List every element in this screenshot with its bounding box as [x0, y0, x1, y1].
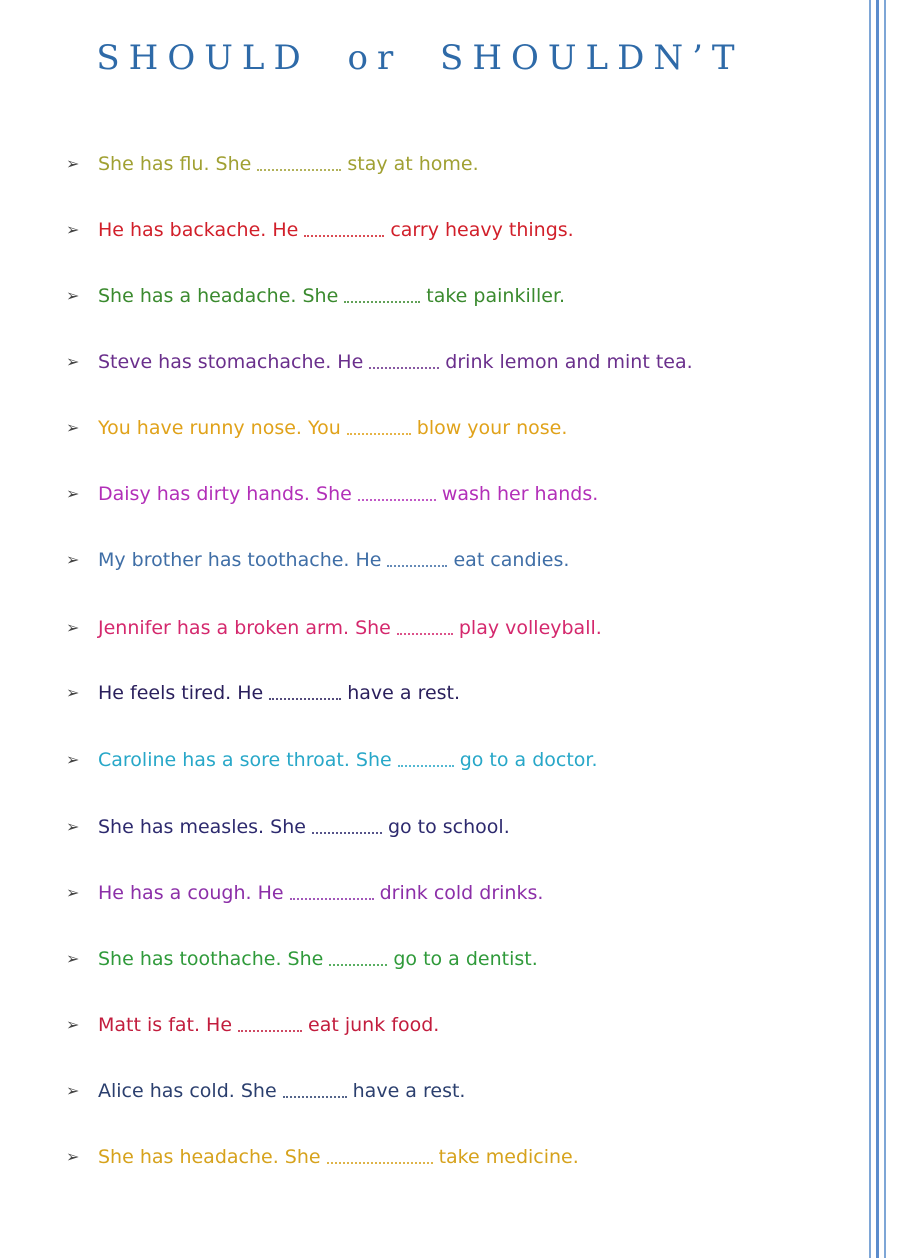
exercise-item [66, 743, 598, 777]
arrow-bullet-icon: ➢ [66, 750, 80, 769]
sentence-start: He has backache. He [98, 219, 299, 241]
sentence-start: He feels tired. He [98, 682, 264, 704]
arrow-bullet-icon: ➢ [66, 883, 80, 902]
answer-blank[interactable] [344, 289, 420, 303]
answer-blank[interactable] [304, 223, 384, 237]
sentence-end: go to a doctor. [459, 749, 598, 771]
sentence-end: drink lemon and mint tea. [445, 351, 693, 373]
sentence-end: have a rest. [352, 1080, 466, 1102]
answer-blank[interactable] [387, 553, 447, 567]
sentence-end: eat junk food. [308, 1014, 440, 1036]
exercise-item [66, 213, 574, 247]
exercise-item [66, 147, 479, 181]
arrow-bullet-icon: ➢ [66, 949, 80, 968]
sentence-start: She has measles. She [98, 816, 306, 838]
sentence-end: play volleyball. [458, 617, 602, 639]
sentence-end: carry heavy things. [390, 219, 574, 241]
arrow-bullet-icon: ➢ [66, 618, 80, 637]
sentence-start: Matt is fat. He [98, 1014, 233, 1036]
exercise-item [66, 876, 543, 910]
sentence-start: You have runny nose. You [98, 417, 341, 439]
sentence-start: Jennifer has a broken arm. She [98, 617, 391, 639]
sentence-start: Caroline has a sore throat. She [98, 749, 392, 771]
sentence-start: Daisy has dirty hands. She [98, 483, 352, 505]
answer-blank[interactable] [283, 1084, 347, 1098]
exercise-item [66, 279, 565, 313]
sentence-end: go to school. [387, 816, 510, 838]
sentence-start: He has a cough. He [98, 882, 284, 904]
answer-blank[interactable] [369, 355, 439, 369]
arrow-bullet-icon: ➢ [66, 484, 80, 503]
exercise-item [66, 543, 569, 577]
answer-blank[interactable] [290, 886, 374, 900]
answer-blank[interactable] [327, 1150, 433, 1164]
page-border-line [884, 0, 886, 1258]
exercise-item [66, 345, 693, 379]
sentence-end: blow your nose. [416, 417, 568, 439]
arrow-bullet-icon: ➢ [66, 154, 80, 173]
exercise-item [66, 611, 602, 645]
answer-blank[interactable] [329, 952, 387, 966]
sentence-start: She has flu. She [98, 153, 252, 175]
arrow-bullet-icon: ➢ [66, 352, 80, 371]
arrow-bullet-icon: ➢ [66, 1147, 80, 1166]
sentence-end: stay at home. [347, 153, 479, 175]
exercise-item [66, 1074, 465, 1108]
answer-blank[interactable] [397, 621, 453, 635]
sentence-start: Alice has cold. She [98, 1080, 277, 1102]
arrow-bullet-icon: ➢ [66, 550, 80, 569]
sentence-start: Steve has stomachache. He [98, 351, 364, 373]
exercise-item [66, 411, 567, 445]
sentence-end: have a rest. [347, 682, 461, 704]
sentence-end: wash her hands. [441, 483, 599, 505]
exercise-item [66, 1008, 439, 1042]
sentence-end: take painkiller. [426, 285, 566, 307]
answer-blank[interactable] [312, 820, 382, 834]
arrow-bullet-icon: ➢ [66, 286, 80, 305]
sentence-start: My brother has toothache. He [98, 549, 382, 571]
sentence-end: take medicine. [438, 1146, 579, 1168]
sentence-end: drink cold drinks. [379, 882, 544, 904]
arrow-bullet-icon: ➢ [66, 683, 80, 702]
answer-blank[interactable] [398, 753, 454, 767]
arrow-bullet-icon: ➢ [66, 418, 80, 437]
exercise-item [66, 810, 510, 844]
sentence-start: She has headache. She [98, 1146, 321, 1168]
sentence-start: She has toothache. She [98, 948, 324, 970]
answer-blank[interactable] [257, 157, 341, 171]
arrow-bullet-icon: ➢ [66, 220, 80, 239]
answer-blank[interactable] [238, 1018, 302, 1032]
answer-blank[interactable] [358, 487, 436, 501]
sentence-end: go to a dentist. [393, 948, 538, 970]
exercise-item [66, 676, 460, 710]
answer-blank[interactable] [269, 686, 341, 700]
sentence-start: She has a headache. She [98, 285, 339, 307]
arrow-bullet-icon: ➢ [66, 817, 80, 836]
exercise-item [66, 942, 538, 976]
arrow-bullet-icon: ➢ [66, 1081, 80, 1100]
worksheet-title: SHOULD or SHOULDN’T [96, 38, 744, 78]
exercise-item [66, 1140, 579, 1174]
answer-blank[interactable] [347, 421, 411, 435]
sentence-end: eat candies. [453, 549, 570, 571]
exercise-item [66, 477, 598, 511]
page-border-line [876, 0, 879, 1258]
arrow-bullet-icon: ➢ [66, 1015, 80, 1034]
page-border-line [869, 0, 871, 1258]
